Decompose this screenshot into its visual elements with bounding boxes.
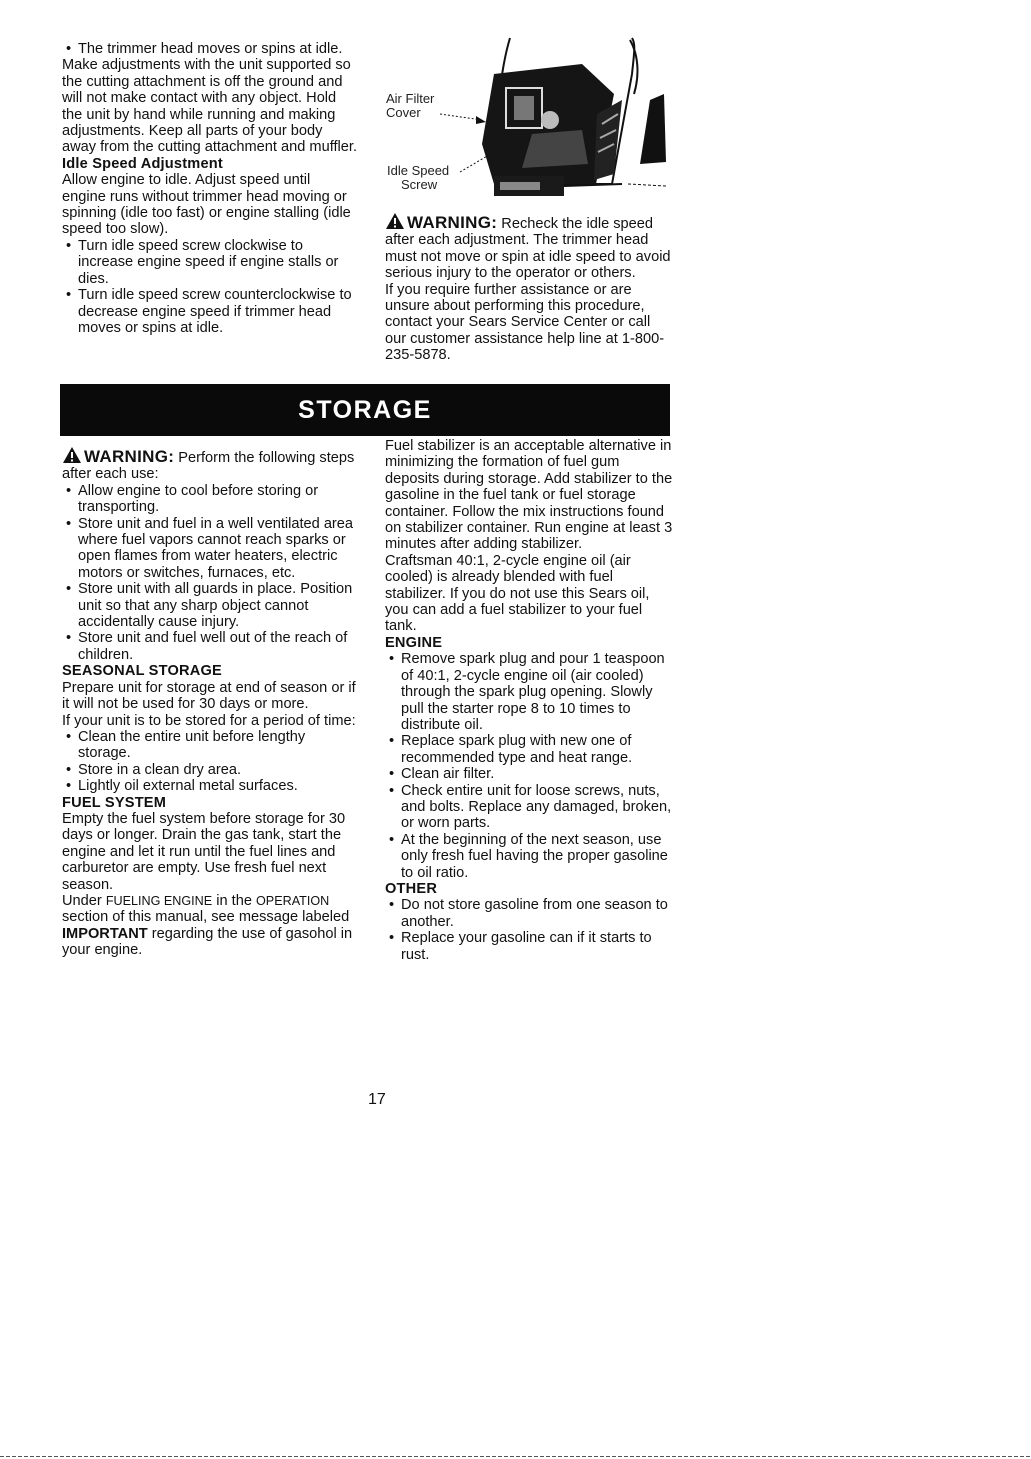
recheck-warning bbox=[385, 212, 673, 282]
fuel-system-heading: FUEL SYSTEM bbox=[62, 794, 167, 811]
list-item: • Clean the entire unit before lengthy storage. bbox=[62, 729, 358, 762]
adjustment-paragraph: Make adjustments with the unit supported so the cutting attachment is off the ground and will not make contact with any object. Hold the unit by hand while running and making adjustments. Keep all parts of your body away from the cutting attachment and muffler. bbox=[62, 57, 358, 156]
assistance-paragraph: If you require further assistance or are unsure about performing this procedure, contact your Sears Service Center or call our customer assistance help line at 1-800-235-5878. bbox=[385, 281, 665, 364]
other-heading: OTHER bbox=[385, 880, 438, 897]
list-item: • Replace spark plug with new one of recommended type and heat range. bbox=[385, 733, 673, 766]
storage-bullets bbox=[62, 483, 358, 663]
storage-right-column bbox=[385, 438, 673, 963]
seasonal-paragraph: Prepare unit for storage at end of season or if it will not be used for 30 days or more. bbox=[62, 679, 356, 713]
warning-title: WARNING: bbox=[84, 447, 175, 466]
seasonal-bullets bbox=[62, 729, 358, 795]
fuel-gasohol-paragraph: Under FUELING ENGINE in the OPERATION section of this manual, see message labeled IMPORTANT regarding the use of gasohol in your engine. bbox=[62, 892, 353, 959]
air-filter-label: Air Filter Cover bbox=[386, 91, 435, 120]
storage-warning bbox=[62, 446, 358, 483]
warning-triangle-icon bbox=[62, 446, 82, 464]
section-title: STORAGE bbox=[298, 396, 432, 424]
idle-speed-paragraph: Allow engine to idle. Adjust speed until engine runs without trimmer head moving or spinning (idle too fast) or engine stalling (idle speed too slow). bbox=[62, 172, 351, 238]
list-item: • The trimmer head moves or spins at idle. bbox=[62, 41, 358, 57]
stabilizer-paragraph: Fuel stabilizer is an acceptable alternative in minimizing the formation of fuel gum deposits during storage. Add stabilizer to the gasoline in the fuel tank or fuel storage container. Follow the mix instructions found on stabilizer container. Run engine at least 3 minutes after adding stabilizer. bbox=[385, 438, 673, 553]
list-item: • Remove spark plug and pour 1 teaspoon of 40:1, 2-cycle engine oil (air cooled) through the spark plug opening. Slowly pull the starter rope 8 to 10 times to distribute oil. bbox=[385, 651, 673, 733]
list-item: • Store unit with all guards in place. Position unit so that any sharp object cannot accidentally cause injury. bbox=[62, 581, 358, 630]
idle-speed-figure bbox=[382, 34, 672, 206]
storage-left-column bbox=[62, 446, 358, 959]
engine-bullets bbox=[385, 651, 673, 881]
other-bullets bbox=[385, 897, 673, 963]
page-number: 17 bbox=[368, 1091, 386, 1108]
storage-banner bbox=[60, 384, 670, 436]
seasonal-storage-heading: SEASONAL STORAGE bbox=[62, 663, 222, 680]
list-item: • Store in a clean dry area. bbox=[62, 762, 358, 778]
seasonal-paragraph-2: If your unit is to be stored for a period of time: bbox=[62, 712, 356, 729]
idle-speed-bullets bbox=[62, 238, 358, 336]
list-item: • Allow engine to cool before storing or transporting. bbox=[62, 483, 358, 516]
idle-bullet-list bbox=[62, 41, 358, 57]
list-item: • Replace your gasoline can if it starts to rust. bbox=[385, 930, 673, 963]
list-item: • Do not store gasoline from one season to another. bbox=[385, 897, 673, 930]
list-item: • Clean air filter. bbox=[385, 766, 673, 782]
idle-speed-heading: Idle Speed Adjustment bbox=[62, 155, 223, 172]
engine-heading: ENGINE bbox=[385, 634, 443, 651]
top-right-column bbox=[385, 212, 673, 364]
warning-text: Perform the following steps after each use: bbox=[62, 450, 355, 483]
list-item: • At the beginning of the next season, use only fresh fuel having the proper gasoline to oil ratio. bbox=[385, 832, 673, 881]
warning-triangle-icon bbox=[385, 212, 405, 230]
top-left-column bbox=[62, 41, 358, 336]
bottom-rule bbox=[0, 1456, 1031, 1457]
craftsman-paragraph: Craftsman 40:1, 2-cycle engine oil (air cooled) is already blended with fuel stabilizer. If you do not use this Sears oil, you can add a fuel stabilizer to your fuel tank. bbox=[385, 552, 650, 635]
list-item: • Store unit and fuel in a well ventilated area where fuel vapors cannot reach sparks or open flames from water heaters, electric motors or switches, furnaces, etc. bbox=[62, 516, 358, 582]
warning-text: Recheck the idle speed after each adjustment. The trimmer head must not move or spin at idle speed to avoid serious injury to the operator or others. bbox=[385, 216, 671, 282]
list-item: • Turn idle speed screw counterclockwise to decrease engine speed if trimmer head moves or spins at idle. bbox=[62, 287, 358, 336]
list-item: • Check entire unit for loose screws, nuts, and bolts. Replace any damaged, broken, or worn parts. bbox=[385, 783, 673, 832]
list-item: • Lightly oil external metal surfaces. bbox=[62, 778, 358, 794]
list-item: • Store unit and fuel well out of the reach of children. bbox=[62, 630, 358, 663]
warning-title: WARNING: bbox=[407, 213, 498, 232]
list-item: • Turn idle speed screw clockwise to increase engine speed if engine stalls or dies. bbox=[62, 238, 358, 287]
idle-speed-screw-label: Idle Speed Screw bbox=[387, 163, 450, 192]
fuel-paragraph: Empty the fuel system before storage for 30 days or longer. Drain the gas tank, start the engine and let it run until the fuel lines and carburetor are empty. Use fresh fuel next season. bbox=[62, 810, 346, 893]
